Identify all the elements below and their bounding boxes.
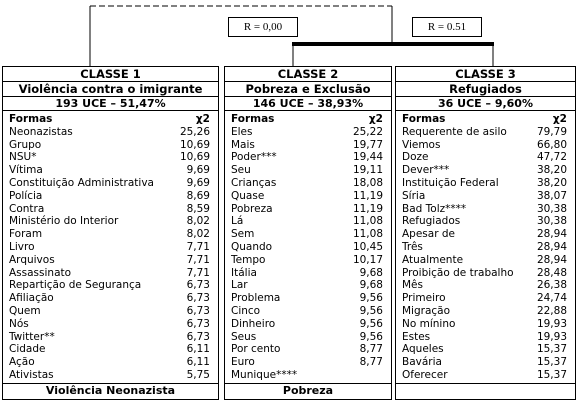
chi-square-value: 25,26 <box>179 125 210 138</box>
class-3-table-row <box>396 215 575 228</box>
word-form: Assassinato <box>9 266 72 279</box>
class-1-table-header <box>3 113 218 126</box>
class-3-table-row <box>396 139 575 152</box>
class-3-uce: 36 UCE – 9,60% <box>438 97 533 110</box>
word-form: Ministério do Interior <box>9 215 119 228</box>
word-form: Apesar de <box>402 228 455 241</box>
chi-square-value: 6,11 <box>186 343 210 356</box>
class-1-table-row <box>3 215 218 228</box>
class-3-table-row <box>396 228 575 241</box>
chi-square-value: 9,68 <box>359 279 383 292</box>
chi-square-value: 9,69 <box>186 176 210 189</box>
class-3-table-row <box>396 267 575 280</box>
class-3-column <box>395 66 576 400</box>
word-form: Por cento <box>231 343 281 356</box>
class-2-table-row <box>225 305 391 318</box>
word-form: Lá <box>231 215 244 228</box>
class-1-table-row <box>3 279 218 292</box>
class-2-table-row <box>225 279 391 292</box>
word-form: Mês <box>402 279 423 292</box>
chi-square-value: 8,59 <box>186 202 210 215</box>
chi-square-value: 47,72 <box>536 151 567 164</box>
class-1-table-row <box>3 356 218 369</box>
class-2-title: CLASSE 2 <box>225 67 391 82</box>
word-form: No mínino <box>402 317 456 330</box>
class-2-table-row <box>225 139 391 152</box>
class-1-table-row <box>3 267 218 280</box>
class-2-table-row <box>225 241 391 254</box>
class-3-table-row <box>396 331 575 344</box>
word-form: Twitter** <box>9 330 55 343</box>
chi-square-value: 8,02 <box>186 228 210 241</box>
chi-square-value: 15,37 <box>536 368 567 381</box>
word-form: Quem <box>9 304 41 317</box>
class-1-table-row <box>3 190 218 203</box>
word-form: Arquivos <box>9 253 55 266</box>
class-1-table-row <box>3 151 218 164</box>
word-form: Grupo <box>9 138 42 151</box>
class-3-title: CLASSE 3 <box>396 67 575 82</box>
word-form: Contra <box>9 202 45 215</box>
chi-square-value: 26,38 <box>536 279 567 292</box>
class-2-table-row <box>225 126 391 139</box>
chi-square-value: 28,94 <box>536 240 567 253</box>
class-1-table-row <box>3 228 218 241</box>
class-1-table-row <box>3 343 218 356</box>
chi-square-value: 6,73 <box>186 304 210 317</box>
word-form: Cidade <box>9 343 46 356</box>
chi-square-value: 7,71 <box>186 240 210 253</box>
word-form: Foram <box>9 228 43 241</box>
word-form: Repartição de Segurança <box>9 279 142 292</box>
word-form: Proibição de trabalho <box>402 266 514 279</box>
chi-square-value: 38,20 <box>536 164 567 177</box>
class-3-table-row <box>396 151 575 164</box>
class-3-table-row <box>396 203 575 216</box>
chi-square-value: 9,56 <box>359 317 383 330</box>
chi-square-value: 66,80 <box>536 138 567 151</box>
class-2-table-row <box>225 318 391 331</box>
class-3-table-row <box>396 305 575 318</box>
word-form: Ativistas <box>9 368 54 381</box>
word-form: Bad Tolz**** <box>402 202 467 215</box>
class-2-footer: Pobreza <box>225 383 391 399</box>
class-1-table-row <box>3 318 218 331</box>
word-form: Estes <box>402 330 431 343</box>
class-2-table-row <box>225 190 391 203</box>
word-form: Munique**** <box>231 368 298 381</box>
word-form: Problema <box>231 292 281 305</box>
chi-square-value: 30,38 <box>536 202 567 215</box>
class-3-chi-header: χ2 <box>552 113 567 125</box>
class-1-title: CLASSE 1 <box>3 67 218 82</box>
word-form: Constituição Administrativa <box>9 176 154 189</box>
chi-square-value: 22,88 <box>536 304 567 317</box>
chi-square-value: 15,37 <box>536 356 567 369</box>
word-form: Crianças <box>231 176 277 189</box>
chi-square-value: 6,73 <box>186 330 210 343</box>
class-1-table-row <box>3 241 218 254</box>
word-form: Mais <box>231 138 255 151</box>
chi-square-value: 11,08 <box>352 228 383 241</box>
class-1-table-row <box>3 177 218 190</box>
chi-square-value: 28,94 <box>536 253 567 266</box>
class-2-table-row <box>225 292 391 305</box>
class-3-table-row <box>396 254 575 267</box>
chi-square-value: 28,94 <box>536 228 567 241</box>
class-1-table-row <box>3 126 218 139</box>
chi-square-value: 7,71 <box>186 266 210 279</box>
word-form: Seus <box>231 330 257 343</box>
chi-square-value: 10,69 <box>179 151 210 164</box>
chi-square-value: 10,69 <box>179 138 210 151</box>
chi-square-value: 6,73 <box>186 279 210 292</box>
class-1-uce: 193 UCE – 51,47% <box>55 97 166 110</box>
word-form: Três <box>402 240 423 253</box>
chi-square-value <box>343 369 391 382</box>
class-1-rows <box>3 111 218 382</box>
word-form: Neonazistas <box>9 125 73 138</box>
chi-square-value: 19,44 <box>352 151 383 164</box>
word-form: Quase <box>231 189 265 202</box>
chi-square-value: 6,73 <box>186 292 210 305</box>
word-form: Ação <box>9 356 35 369</box>
class-1-table-row <box>3 305 218 318</box>
chi-square-value: 8,77 <box>359 356 383 369</box>
chi-square-value: 6,73 <box>186 317 210 330</box>
r-label-right: R = 0.51 <box>412 17 482 37</box>
chi-square-value: 10,17 <box>352 253 383 266</box>
word-form: Sem <box>231 228 255 241</box>
chi-square-value: 8,69 <box>186 189 210 202</box>
chi-square-value: 79,79 <box>536 125 567 138</box>
class-2-table-row <box>225 356 391 369</box>
class-3-table-row <box>396 369 575 382</box>
chi-square-value: 9,56 <box>359 330 383 343</box>
class-3-table-row <box>396 190 575 203</box>
word-form: Seu <box>231 164 251 177</box>
chi-square-value: 28,48 <box>536 266 567 279</box>
word-form: Itália <box>231 266 257 279</box>
chi-square-value: 11,08 <box>352 215 383 228</box>
class-1-table-row <box>3 254 218 267</box>
class-3-subtitle: Refugiados <box>396 82 575 97</box>
word-form: Bavária <box>402 356 442 369</box>
chi-square-value: 9,68 <box>359 266 383 279</box>
class-2-rows <box>225 111 391 382</box>
word-form: Vítima <box>9 164 43 177</box>
class-3-header <box>396 67 575 111</box>
class-2-subtitle: Pobreza e Exclusão <box>225 82 391 97</box>
word-form: Nós <box>9 317 29 330</box>
chi-square-value: 11,19 <box>352 202 383 215</box>
chi-square-value: 19,93 <box>536 317 567 330</box>
class-2-table-row <box>225 215 391 228</box>
class-2-table-row <box>225 203 391 216</box>
chi-square-value: 10,45 <box>352 240 383 253</box>
class-3-table-row <box>396 126 575 139</box>
word-form: Dinheiro <box>231 317 276 330</box>
class-3-table-header <box>396 113 575 126</box>
class-3-word-header: Formas <box>402 113 446 125</box>
chi-square-value: 8,77 <box>359 343 383 356</box>
class-3-rows <box>396 111 575 382</box>
word-form: Migração <box>402 304 451 317</box>
class-3-table-row <box>396 164 575 177</box>
class-3-table-row <box>396 177 575 190</box>
class-2-column <box>224 66 392 400</box>
chi-square-value: 9,56 <box>359 304 383 317</box>
class-2-word-header: Formas <box>231 113 275 125</box>
class-2-table-row <box>225 369 391 382</box>
word-form: Refugiados <box>402 215 461 228</box>
chi-square-value: 25,22 <box>352 125 383 138</box>
chi-square-value: 19,77 <box>352 138 383 151</box>
class-1-footer: Violência Neonazista <box>3 383 218 399</box>
class-1-table-row <box>3 369 218 382</box>
word-form: Polícia <box>9 189 43 202</box>
class-2-chi-header: χ2 <box>368 113 383 125</box>
class-1-column <box>2 66 219 400</box>
chi-square-value: 7,71 <box>186 253 210 266</box>
class-3-table-row <box>396 279 575 292</box>
chi-square-value: 9,69 <box>186 164 210 177</box>
chi-square-value: 24,74 <box>536 292 567 305</box>
class-1-table-row <box>3 139 218 152</box>
word-form: Instituição Federal <box>402 176 499 189</box>
word-form: Viemos <box>402 138 441 151</box>
class-3-table-row <box>396 343 575 356</box>
chi-square-value: 15,37 <box>536 343 567 356</box>
class-1-chi-header: χ2 <box>195 113 210 125</box>
chi-square-value: 19,93 <box>536 330 567 343</box>
r-label-left: R = 0,00 <box>228 17 298 37</box>
chi-square-value: 38,20 <box>536 176 567 189</box>
word-form: Livro <box>9 240 35 253</box>
class-2-table-header <box>225 113 391 126</box>
class-1-word-header: Formas <box>9 113 53 125</box>
class-3-table-row <box>396 241 575 254</box>
word-form: Dever*** <box>402 164 450 177</box>
word-form: Quando <box>231 240 273 253</box>
class-2-uce: 146 UCE – 38,93% <box>252 97 364 110</box>
chi-square-value: 38,07 <box>536 189 567 202</box>
class-1-table-row <box>3 331 218 344</box>
word-form: Pobreza <box>231 202 273 215</box>
word-form: Poder*** <box>231 151 277 164</box>
class-1-header <box>3 67 218 111</box>
class-2-table-row <box>225 331 391 344</box>
word-form: Afiliação <box>9 292 54 305</box>
class-2-table-row <box>225 267 391 280</box>
word-form: Requerente de asilo <box>402 125 507 138</box>
word-form: NSU* <box>9 151 37 164</box>
chi-square-value: 18,08 <box>352 176 383 189</box>
chi-square-value: 19,11 <box>352 164 383 177</box>
word-form: Eles <box>231 125 253 138</box>
class-1-table-row <box>3 292 218 305</box>
class-3-table-row <box>396 318 575 331</box>
word-form: Atualmente <box>402 253 464 266</box>
class-2-table-row <box>225 164 391 177</box>
chi-square-value: 5,75 <box>186 368 210 381</box>
word-form: Oferecer <box>402 368 448 381</box>
class-2-table-row <box>225 254 391 267</box>
class-1-subtitle: Violência contra o imigrante <box>3 82 218 97</box>
class-2-table-row <box>225 177 391 190</box>
chi-square-value: 30,38 <box>536 215 567 228</box>
class-2-header <box>225 67 391 111</box>
class-2-table-row <box>225 228 391 241</box>
chi-square-value: 9,56 <box>359 292 383 305</box>
class-1-table-row <box>3 203 218 216</box>
chi-square-value: 11,19 <box>352 189 383 202</box>
word-form: Doze <box>402 151 429 164</box>
class-2-table-row <box>225 151 391 164</box>
class-1-table-row <box>3 164 218 177</box>
word-form: Lar <box>231 279 248 292</box>
word-form: Primeiro <box>402 292 446 305</box>
word-form: Aqueles <box>402 343 444 356</box>
class-3-table-row <box>396 356 575 369</box>
class-3-footer <box>396 383 575 399</box>
class-2-table-row <box>225 343 391 356</box>
chi-square-value: 6,11 <box>186 356 210 369</box>
word-form: Euro <box>231 356 255 369</box>
word-form: Síria <box>402 189 426 202</box>
word-form: Tempo <box>231 253 266 266</box>
chi-square-value: 8,02 <box>186 215 210 228</box>
class-3-table-row <box>396 292 575 305</box>
word-form: Cinco <box>231 304 261 317</box>
